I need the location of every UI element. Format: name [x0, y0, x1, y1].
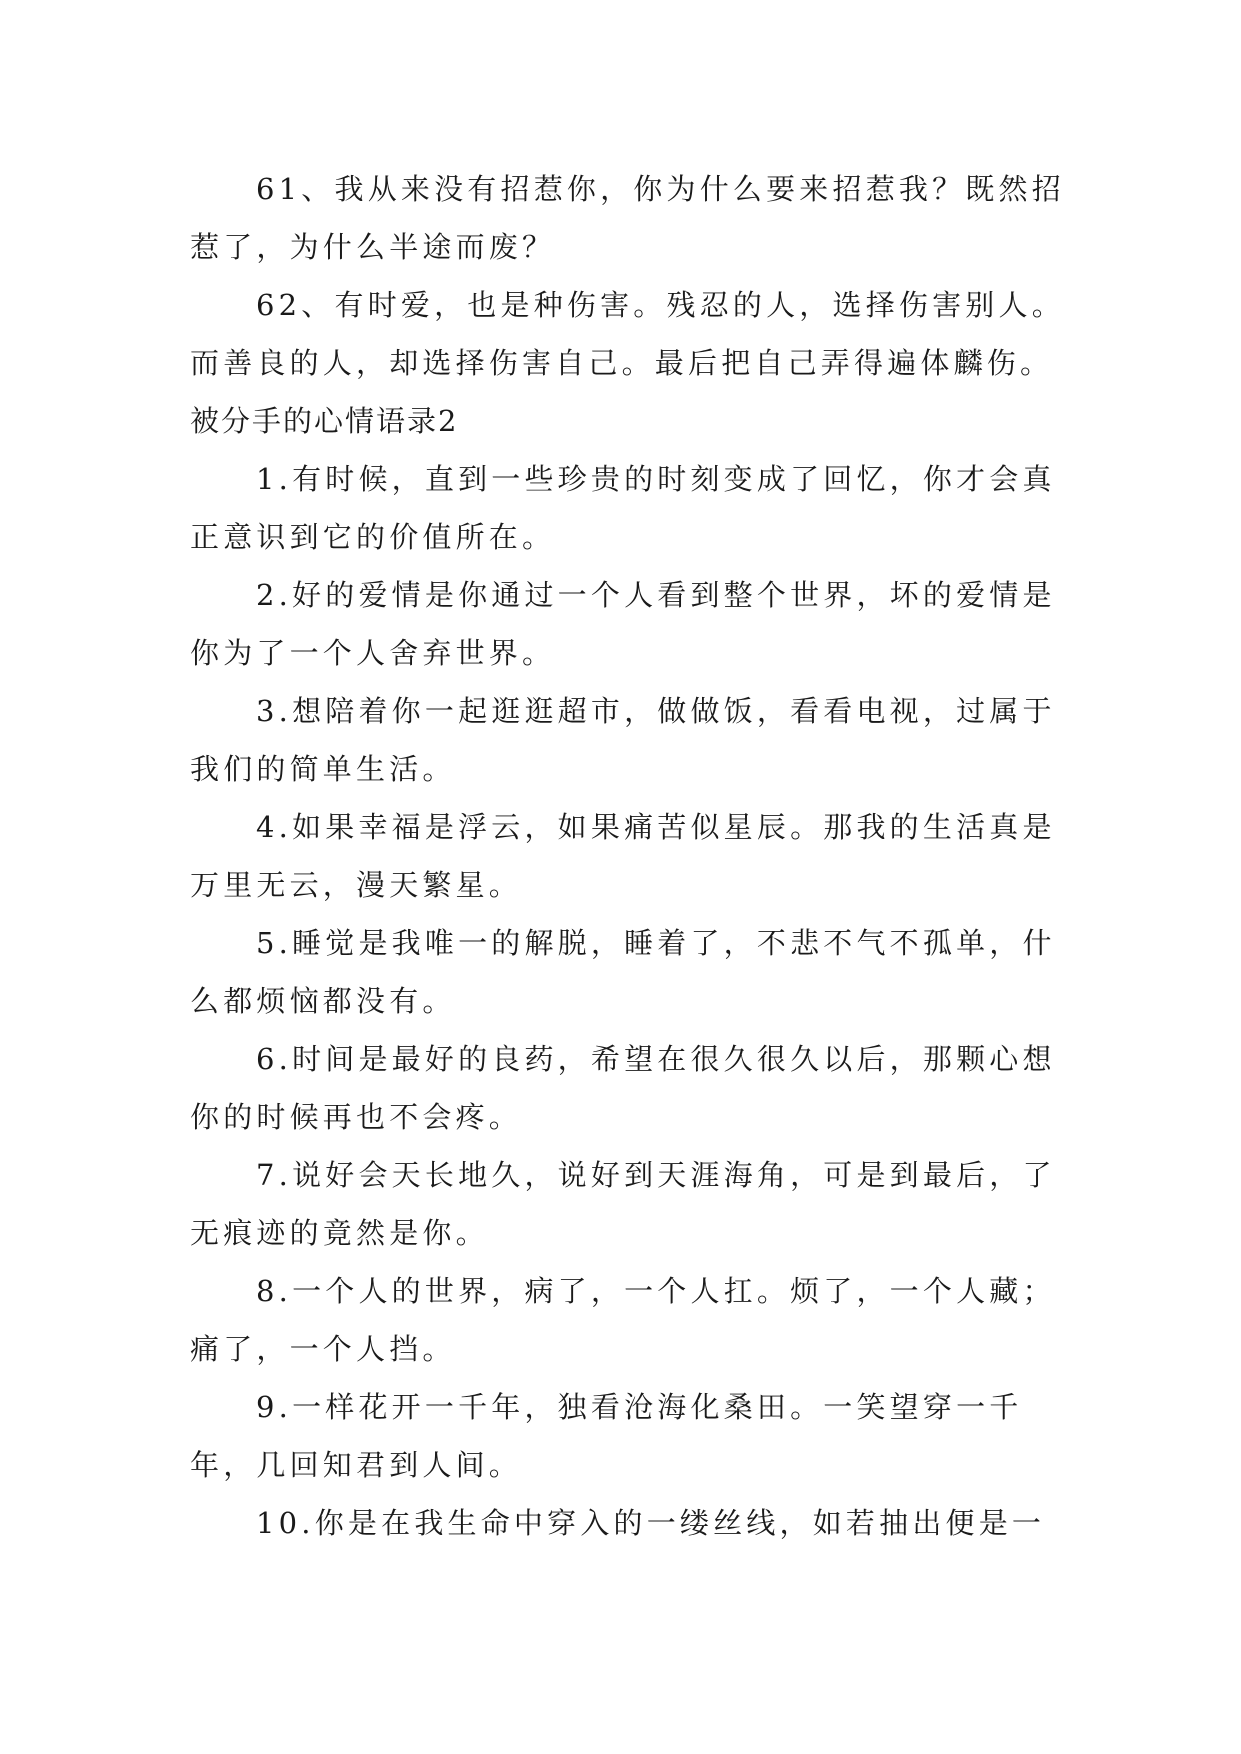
paragraph-10: 10.你是在我生命中穿入的一缕丝线，如若抽出便是一 — [256, 1506, 1046, 1540]
paragraph-62: 62、有时爱，也是种伤害。残忍的人，选择伤害别人。而善良的人，却选择伤害自己。最后把自己弄得遍体麟伤。 — [190, 288, 1065, 380]
paragraph-9: 9.一样花开一千年，独看沧海化桑田。一笑望穿一千年，几回知君到人间。 — [190, 1390, 1023, 1482]
paragraph-8: 8.一个人的世界，病了，一个人扛。烦了，一个人藏；痛了，一个人挡。 — [190, 1274, 1056, 1366]
paragraph-2: 2.好的爱情是你通过一个人看到整个世界，坏的爱情是你为了一个人舍弃世界。 — [190, 578, 1056, 670]
section-heading: 被分手的心情语录2 — [190, 404, 459, 438]
paragraph-6: 6.时间是最好的良药，希望在很久很久以后，那颗心想你的时候再也不会疼。 — [190, 1042, 1056, 1134]
paragraph-3: 3.想陪着你一起逛逛超市，做做饭，看看电视，过属于我们的简单生活。 — [190, 694, 1056, 786]
paragraph-7: 7.说好会天长地久，说好到天涯海角，可是到最后，了无痕迹的竟然是你。 — [190, 1158, 1056, 1250]
paragraph-1: 1.有时候，直到一些珍贵的时刻变成了回忆，你才会真正意识到它的价值所在。 — [190, 462, 1056, 554]
paragraph-61: 61、我从来没有招惹你，你为什么要来招惹我？既然招惹了，为什么半途而废？ — [190, 172, 1065, 264]
paragraph-4: 4.如果幸福是浮云，如果痛苦似星辰。那我的生活真是万里无云，漫天繁星。 — [190, 810, 1056, 902]
document-body — [190, 160, 1070, 1552]
paragraph-5: 5.睡觉是我唯一的解脱，睡着了，不悲不气不孤单，什么都烦恼都没有。 — [190, 926, 1056, 1018]
